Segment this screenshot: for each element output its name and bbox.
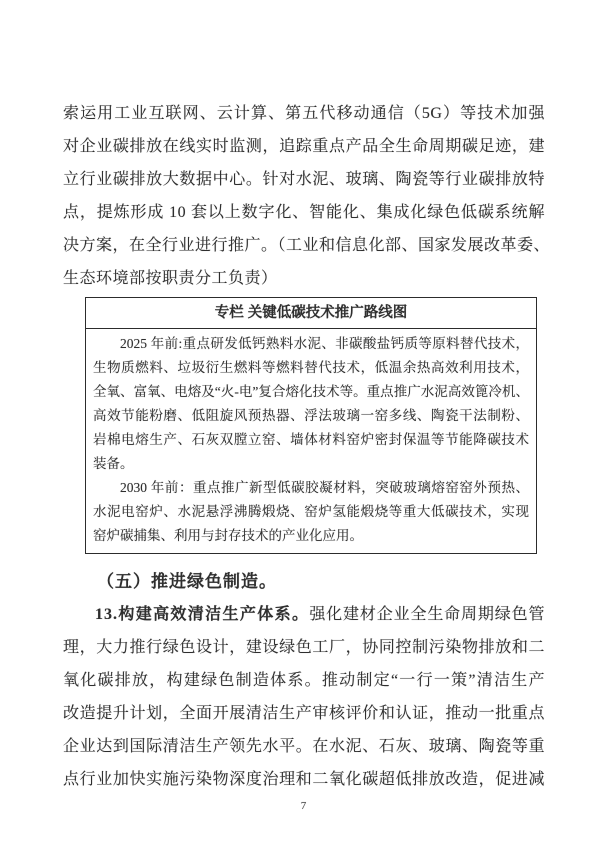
box-line: 全氧、富氧、电熔及“火-电”复合熔化技术等。重点推广水泥高效篦冷机、 — [93, 384, 529, 399]
paragraph-13-lead: 13.构建高效清洁生产体系。 — [95, 606, 310, 623]
intro-line: 生态环境部按职责分工负责） — [63, 270, 278, 287]
column-box-body — [86, 329, 536, 553]
box-line: 岩棉电熔生产、石灰双膛立窑、墙体材料窑炉密封保温等节能降碳技术 — [93, 432, 529, 447]
paragraph-13-line: 理，大力推行绿色设计，建设绿色工厂，协同控制污染物排放和二 — [63, 639, 545, 656]
intro-line: 立行业碳排放大数据中心。针对水泥、玻璃、陶瓷等行业碳排放特 — [63, 171, 545, 188]
paragraph-13-first-line — [63, 598, 545, 631]
intro-line: 决方案，在全行业进行推广。（工业和信息化部、国家发展改革委、 — [63, 237, 551, 254]
page-number: 7 — [300, 800, 307, 812]
intro-line: 点，提炼形成 10 套以上数字化、智能化、集成化绿色低碳系统解 — [63, 204, 545, 221]
column-box-title: 专栏 关键低碳技术推广路线图 — [86, 298, 536, 329]
paragraph-13-line: 氧化碳排放，构建绿色制造体系。推动制定“一行一策”清洁生产 — [63, 672, 545, 689]
box-line: 装备。 — [93, 456, 134, 471]
paragraph-13 — [63, 598, 545, 796]
intro-line: 索运用工业互联网、云计算、第五代移动通信（5G）等技术加强 — [63, 105, 545, 122]
paragraph-13-lead-rest: 强化建材企业全生命周期绿色管 — [309, 606, 545, 623]
intro-paragraph — [63, 97, 551, 295]
section-heading-5: （五）推进绿色制造。 — [97, 572, 277, 591]
box-line: 生物质燃料、垃圾衍生燃料等燃料替代技术，低温余热高效利用技术， — [93, 360, 529, 375]
box-line: 2030 年前：重点推广新型低碳胶凝材料，突破玻璃熔窑窑外预热、 — [120, 480, 529, 495]
box-paragraph-2025 — [93, 332, 529, 476]
paragraph-13-line: 点行业加快实施污染物深度治理和二氧化碳超低排放改造，促进减 — [63, 771, 545, 788]
intro-line: 对企业碳排放在线实时监测，追踪重点产品全生命周期碳足迹，建 — [63, 138, 545, 155]
box-line: 高效节能粉磨、低阻旋风预热器、浮法玻璃一窑多线、陶瓷干法制粉、 — [93, 408, 529, 423]
paragraph-13-line: 企业达到国际清洁生产领先水平。在水泥、石灰、玻璃、陶瓷等重 — [63, 738, 545, 755]
box-line: 水泥电窑炉、水泥悬浮沸腾煅烧、窑炉氢能煅烧等重大低碳技术，实现 — [93, 504, 529, 519]
paragraph-13-line: 改造提升计划，全面开展清洁生产审核评价和认证，推动一批重点 — [63, 705, 545, 722]
column-box — [85, 297, 537, 554]
page-content — [63, 97, 551, 796]
box-paragraph-2030 — [93, 476, 529, 548]
box-line: 窑炉碳捕集、利用与封存技术的产业化应用。 — [93, 528, 363, 543]
box-line: 2025 年前:重点研发低钙熟料水泥、非碳酸盐钙质等原料替代技术， — [120, 336, 529, 351]
